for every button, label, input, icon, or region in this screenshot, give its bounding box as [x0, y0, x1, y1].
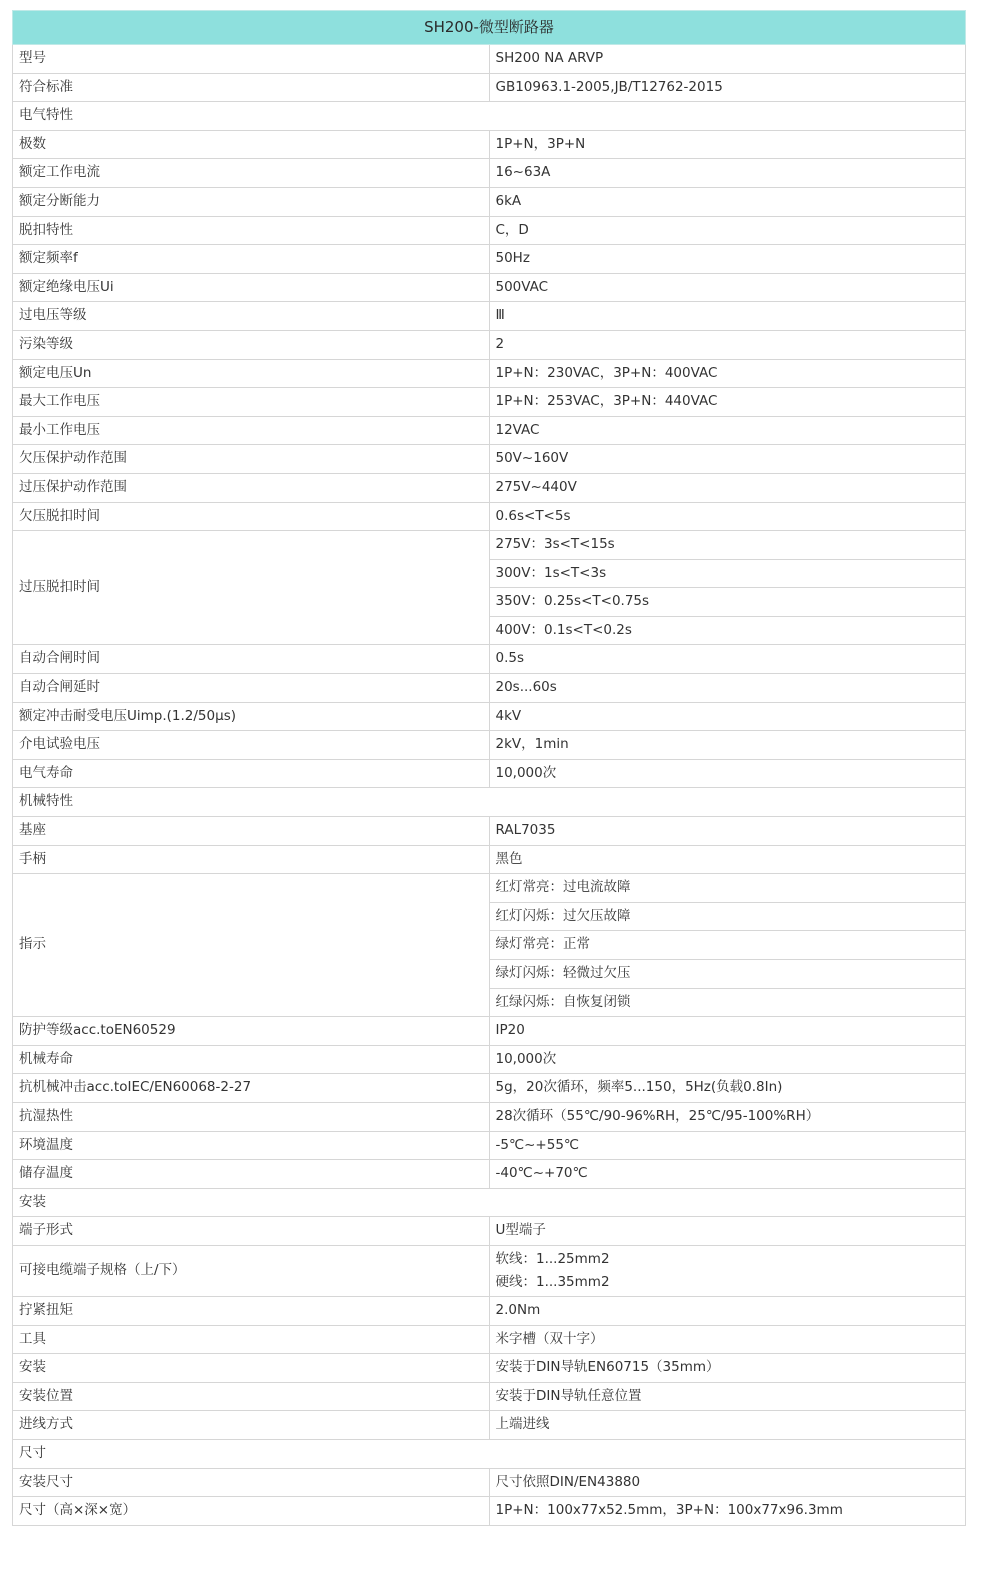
spec-label: 储存温度 [13, 1160, 490, 1189]
spec-row [13, 1497, 966, 1526]
spec-value: 米字槽（双十字） [489, 1325, 966, 1354]
spec-label: 拧紧扭矩 [13, 1296, 490, 1325]
spec-value: -5℃~+55℃ [489, 1131, 966, 1160]
spec-value: 500VAC [489, 273, 966, 302]
spec-value: 10,000次 [489, 759, 966, 788]
spec-row [13, 245, 966, 274]
spec-row [13, 187, 966, 216]
spec-row [13, 731, 966, 760]
spec-row [13, 45, 966, 74]
spec-label: 抗湿热性 [13, 1102, 490, 1131]
spec-row [13, 1217, 966, 1246]
spec-table-body [13, 11, 966, 1526]
spec-label: 额定分断能力 [13, 187, 490, 216]
spec-row [13, 645, 966, 674]
spec-table-container [12, 10, 966, 1526]
spec-row [13, 1017, 966, 1046]
spec-label: 手柄 [13, 845, 490, 874]
spec-label: 最小工作电压 [13, 416, 490, 445]
spec-value: GB10963.1-2005,JB/T12762-2015 [489, 73, 966, 102]
section-heading: 尺寸 [13, 1439, 966, 1468]
spec-label: 额定绝缘电压Ui [13, 273, 490, 302]
spec-row [13, 817, 966, 846]
spec-label: 安装位置 [13, 1382, 490, 1411]
spec-label: 尺寸（高×深×宽） [13, 1497, 490, 1526]
spec-label: 自动合闸时间 [13, 645, 490, 674]
section-heading: 机械特性 [13, 788, 966, 817]
spec-value-line: 硬线：1...35mm2 [495, 1273, 610, 1290]
title-row [13, 11, 966, 45]
spec-value: 红灯常亮：过电流故障 [489, 874, 966, 903]
spec-value: 安装于DIN导轨任意位置 [489, 1382, 966, 1411]
spec-row [13, 1296, 966, 1325]
spec-label: 符合标准 [13, 73, 490, 102]
spec-label: 指示 [13, 874, 490, 1017]
spec-value: C，D [489, 216, 966, 245]
spec-label: 额定冲击耐受电压Uimp.(1.2/50μs) [13, 702, 490, 731]
spec-row [13, 1411, 966, 1440]
spec-label: 最大工作电压 [13, 388, 490, 417]
spec-label: 额定频率f [13, 245, 490, 274]
spec-label: 型号 [13, 45, 490, 74]
spec-label: 电气寿命 [13, 759, 490, 788]
spec-row [13, 502, 966, 531]
spec-label: 环境温度 [13, 1131, 490, 1160]
spec-value: 4kV [489, 702, 966, 731]
spec-value: 2.0Nm [489, 1296, 966, 1325]
spec-label: 机械寿命 [13, 1045, 490, 1074]
spec-label: 过电压等级 [13, 302, 490, 331]
spec-label: 额定电压Un [13, 359, 490, 388]
spec-label: 抗机械冲击acc.toIEC/EN60068-2-27 [13, 1074, 490, 1103]
spec-value [489, 1245, 966, 1296]
spec-row [13, 388, 966, 417]
spec-row [13, 1468, 966, 1497]
spec-value: 20s...60s [489, 674, 966, 703]
spec-value: 5g，20次循环，频率5...150，5Hz(负载0.8In) [489, 1074, 966, 1103]
spec-value: 0.5s [489, 645, 966, 674]
spec-value: 12VAC [489, 416, 966, 445]
spec-value: 0.6s<T<5s [489, 502, 966, 531]
spec-row [13, 674, 966, 703]
spec-label: 极数 [13, 130, 490, 159]
spec-label: 污染等级 [13, 330, 490, 359]
spec-row [13, 359, 966, 388]
spec-row [13, 1074, 966, 1103]
spec-value: RAL7035 [489, 817, 966, 846]
spec-value: U型端子 [489, 1217, 966, 1246]
table-title: SH200-微型断路器 [13, 11, 966, 45]
spec-row [13, 1382, 966, 1411]
spec-row [13, 302, 966, 331]
spec-label: 过压脱扣时间 [13, 531, 490, 645]
spec-value: 1P+N：100x77x52.5mm，3P+N：100x77x96.3mm [489, 1497, 966, 1526]
spec-label: 基座 [13, 817, 490, 846]
spec-value: 400V：0.1s<T<0.2s [489, 616, 966, 645]
spec-row [13, 216, 966, 245]
spec-value: 红灯闪烁：过欠压故障 [489, 902, 966, 931]
spec-label: 额定工作电流 [13, 159, 490, 188]
spec-label: 进线方式 [13, 1411, 490, 1440]
spec-value: 275V~440V [489, 473, 966, 502]
spec-label: 安装 [13, 1354, 490, 1383]
spec-value: 6kA [489, 187, 966, 216]
spec-row [13, 73, 966, 102]
spec-value: Ⅲ [489, 302, 966, 331]
spec-label: 安装尺寸 [13, 1468, 490, 1497]
section-row [13, 102, 966, 131]
spec-label: 过压保护动作范围 [13, 473, 490, 502]
spec-row [13, 1102, 966, 1131]
spec-value: 黑色 [489, 845, 966, 874]
spec-value: 绿灯常亮：正常 [489, 931, 966, 960]
spec-label: 工具 [13, 1325, 490, 1354]
spec-value: 275V：3s<T<15s [489, 531, 966, 560]
spec-value: 2 [489, 330, 966, 359]
spec-row [13, 416, 966, 445]
spec-value: 28次循环（55℃/90-96%RH，25℃/95-100%RH） [489, 1102, 966, 1131]
spec-row [13, 159, 966, 188]
spec-row [13, 1325, 966, 1354]
section-heading: 安装 [13, 1188, 966, 1217]
spec-value: 红绿闪烁：自恢复闭锁 [489, 988, 966, 1017]
spec-label: 脱扣特性 [13, 216, 490, 245]
spec-value: 16~63A [489, 159, 966, 188]
spec-value: 绿灯闪烁：轻微过欠压 [489, 960, 966, 989]
section-row [13, 1439, 966, 1468]
spec-value: 300V：1s<T<3s [489, 559, 966, 588]
spec-row [13, 845, 966, 874]
spec-row [13, 1354, 966, 1383]
spec-row [13, 1131, 966, 1160]
spec-row [13, 130, 966, 159]
spec-value: 1P+N：253VAC，3P+N：440VAC [489, 388, 966, 417]
spec-value: 上端进线 [489, 1411, 966, 1440]
spec-label: 介电试验电压 [13, 731, 490, 760]
spec-row [13, 330, 966, 359]
spec-row [13, 702, 966, 731]
spec-row [13, 531, 966, 560]
spec-table [12, 10, 966, 1526]
spec-value: SH200 NA ARVP [489, 45, 966, 74]
spec-value: 2kV，1min [489, 731, 966, 760]
spec-row [13, 473, 966, 502]
spec-label: 欠压保护动作范围 [13, 445, 490, 474]
spec-row [13, 273, 966, 302]
spec-row [13, 759, 966, 788]
spec-value: -40℃~+70℃ [489, 1160, 966, 1189]
spec-value-line: 软线：1...25mm2 [495, 1250, 610, 1267]
section-row [13, 1188, 966, 1217]
spec-row [13, 445, 966, 474]
spec-label: 端子形式 [13, 1217, 490, 1246]
spec-value: IP20 [489, 1017, 966, 1046]
section-heading: 电气特性 [13, 102, 966, 131]
spec-label: 欠压脱扣时间 [13, 502, 490, 531]
spec-row [13, 874, 966, 903]
spec-value: 安装于DIN导轨EN60715（35mm） [489, 1354, 966, 1383]
spec-label: 自动合闸延时 [13, 674, 490, 703]
spec-row [13, 1160, 966, 1189]
spec-value: 350V：0.25s<T<0.75s [489, 588, 966, 617]
spec-value: 10,000次 [489, 1045, 966, 1074]
spec-value: 50Hz [489, 245, 966, 274]
spec-value: 50V~160V [489, 445, 966, 474]
spec-value: 1P+N，3P+N [489, 130, 966, 159]
spec-value: 尺寸依照DIN/EN43880 [489, 1468, 966, 1497]
spec-row [13, 1245, 966, 1296]
spec-value: 1P+N：230VAC，3P+N：400VAC [489, 359, 966, 388]
spec-label: 可接电缆端子规格（上/下） [13, 1245, 490, 1296]
spec-label: 防护等级acc.toEN60529 [13, 1017, 490, 1046]
section-row [13, 788, 966, 817]
spec-row [13, 1045, 966, 1074]
